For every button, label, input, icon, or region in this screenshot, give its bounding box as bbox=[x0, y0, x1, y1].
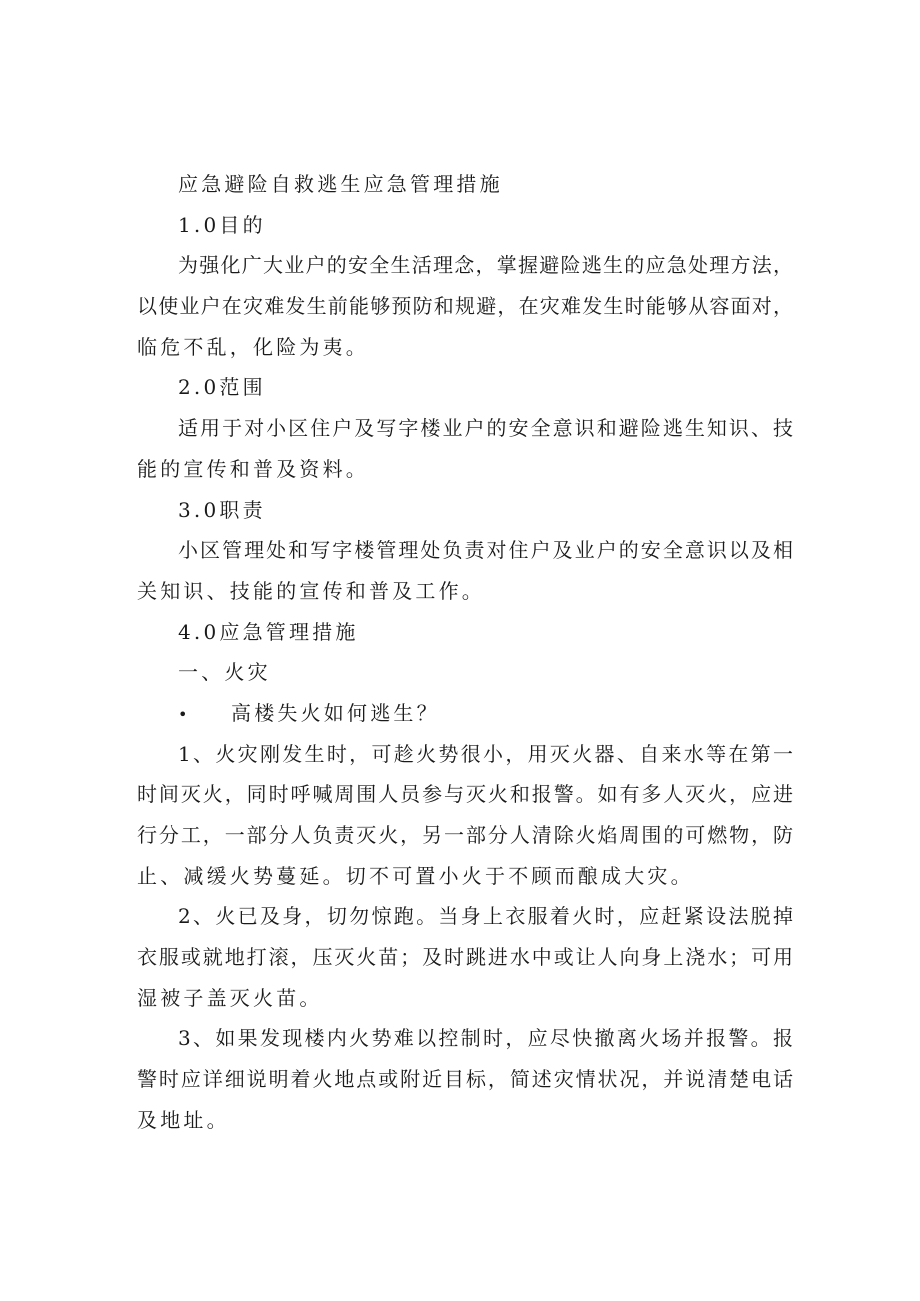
paragraph-line: 小区管理处和写字楼管理处负责对住户及业户的安全意识以及相 bbox=[178, 538, 793, 563]
paragraph-line: 为强化广大业户的安全生活理念，掌握避险逃生的应急处理方法， bbox=[178, 253, 793, 278]
paragraph-line: 2、火已及身，切勿惊跑。当身上衣服着火时，应赶紧设法脱掉 bbox=[178, 904, 793, 929]
paragraph-line: 以使业户在灾难发生前能够预防和规避，在灾难发生时能够从容面对， bbox=[137, 294, 793, 319]
section-heading-responsibility: 3.0职责 bbox=[178, 497, 266, 522]
paragraph-line: 止、减缓火势蔓延。切不可置小火于不顾而酿成大灾。 bbox=[137, 863, 694, 888]
subheading-fire: 一、火灾 bbox=[178, 660, 271, 685]
paragraph-line: 警时应详细说明着火地点或附近目标，简述灾情状况，并说清楚电话 bbox=[137, 1067, 793, 1092]
paragraph-line: 1、火灾刚发生时，可趁火势很小，用灭火器、自来水等在第一 bbox=[178, 741, 793, 766]
paragraph-line: 适用于对小区住户及写字楼业户的安全意识和避险逃生知识、技 bbox=[178, 416, 793, 441]
paragraph-line: 3、如果发现楼内火势难以控制时，应尽快撤离火场并报警。报 bbox=[178, 1026, 793, 1051]
bullet-icon: • bbox=[178, 704, 191, 724]
bullet-item bbox=[137, 693, 793, 734]
paragraph-line: 衣服或就地打滚，压灭火苗；及时跳进水中或让人向身上浇水；可用 bbox=[137, 945, 793, 970]
section-heading-scope: 2.0范围 bbox=[178, 375, 266, 400]
paragraph-line: 临危不乱，化险为夷。 bbox=[137, 334, 369, 359]
bullet-text: 高楼失火如何逃生？ bbox=[231, 700, 440, 725]
paragraph-line: 能的宣传和普及资料。 bbox=[137, 456, 369, 481]
paragraph-line: 行分工，一部分人负责灭火，另一部分人清除火焰周围的可燃物，防 bbox=[137, 823, 793, 847]
section-heading-measures: 4.0应急管理措施 bbox=[178, 619, 359, 644]
paragraph-line: 湿被子盖灭火苗。 bbox=[137, 985, 323, 1010]
paragraph-line: 时间灭火，同时呼喊周围人员参与灭火和报警。如有多人灭火，应进 bbox=[137, 782, 793, 807]
section-heading-purpose: 1.0目的 bbox=[178, 212, 266, 237]
document-page bbox=[137, 164, 793, 1141]
paragraph-line: 关知识、技能的宣传和普及工作。 bbox=[137, 578, 485, 603]
document-title: 应急避险自救逃生应急管理措施 bbox=[178, 172, 503, 196]
paragraph-line: 及地址。 bbox=[137, 1107, 230, 1132]
